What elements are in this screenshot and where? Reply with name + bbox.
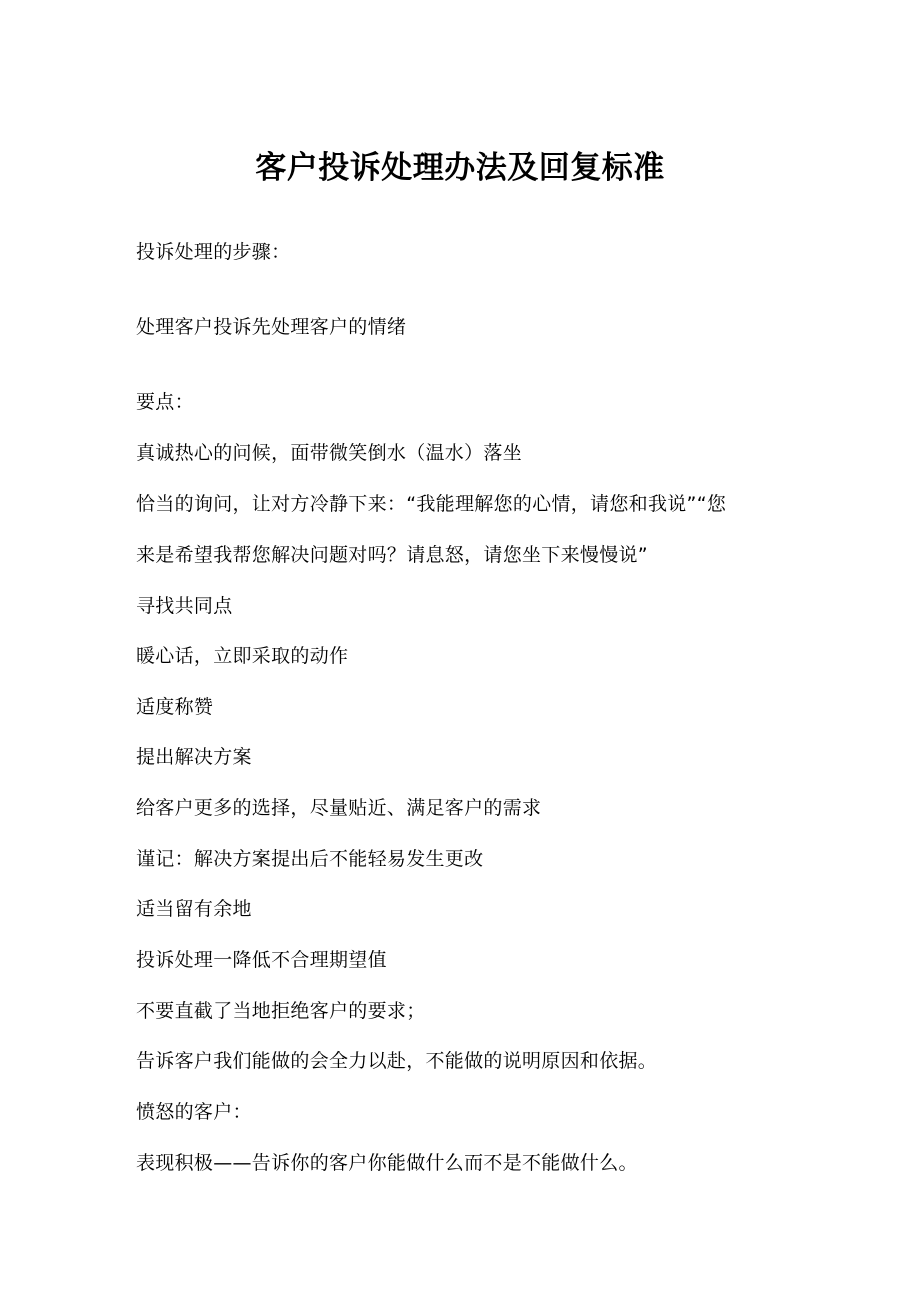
text-line: 告诉客户我们能做的会全力以赴，不能做的说明原因和依据。 [136,1050,658,1072]
document-title: 客户投诉处理办法及回复标准 [255,150,665,186]
text-line: 投诉处理一降低不合理期望值 [136,949,387,971]
text-line: 处理客户投诉先处理客户的情绪 [136,316,407,338]
text-line: 寻找共同点 [136,595,233,617]
text-line: 来是希望我帮您解决问题对吗？请息怒，请您坐下来慢慢说” [136,544,648,566]
text-line: 恰当的询问，让对方冷静下来：“我能理解您的心情，请您和我说”“您 [136,493,727,515]
text-line: 表现积极——告诉你的客户你能做什么而不是不能做什么。 [136,1152,638,1174]
text-line: 愤怒的客户： [136,1101,252,1123]
text-line: 提出解决方案 [136,746,252,768]
text-line: 适度称赞 [136,696,214,718]
text-line: 给客户更多的选择，尽量贴近、满足客户的需求 [136,797,542,819]
text-line: 投诉处理的步骤： [136,241,291,263]
text-line: 适当留有余地 [136,898,252,920]
text-line: 真诚热心的问候，面带微笑倒水（温水）落坐 [136,442,523,464]
text-line: 暖心话，立即采取的动作 [136,645,349,667]
text-line: 不要直截了当地拒绝客户的要求； [136,1000,426,1022]
text-line: 谨记：解决方案提出后不能轻易发生更改 [136,848,484,870]
text-line: 要点： [136,391,194,413]
